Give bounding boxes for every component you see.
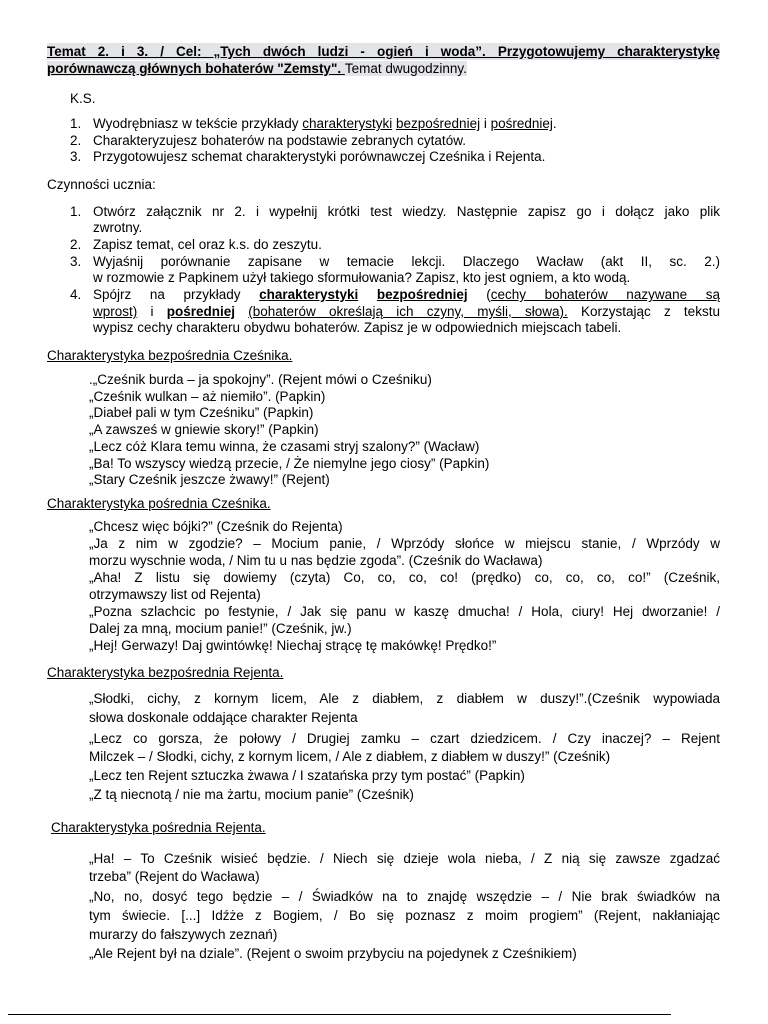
- quote-continued: Dalej za mną, mocium panie!” (Cześnik, jw.): [89, 621, 352, 636]
- section-heading-direct-rejent: Charakterystyka bezpośrednia Rejenta.: [47, 665, 284, 680]
- quote-continued: murarzy do fałszywych zeznań): [89, 927, 278, 942]
- section-heading-indirect-rejent: Charakterystyka pośrednia Rejenta.: [51, 820, 266, 835]
- list-number: 3.: [70, 254, 82, 269]
- quote: „Ba! To wszyscy wiedzą przecie, / Że niemylne jego ciosy” (Papkin): [89, 456, 490, 471]
- term-bezposredniej-bold: bezpośredniej: [376, 287, 468, 302]
- quote: „Z tą niecnotą / nie ma żartu, mocium panie” (Cześnik): [89, 787, 414, 802]
- activity-4-line-2: [93, 303, 720, 320]
- section-heading-indirect-czesnik: Charakterystyka pośrednia Cześnika.: [47, 496, 271, 511]
- ks-item-1: [93, 115, 557, 132]
- ks-item-text: Wyodrębniasz w tekście przykłady: [93, 116, 303, 131]
- quote: „Ja z nim w zgodzie? – Mocium panie, / Wprzódy słońce w miejscu stanie, / Wprzódy w: [89, 536, 720, 551]
- direct-definition-end: wprost): [93, 304, 138, 319]
- ks-label: K.S.: [70, 91, 96, 106]
- quote: „A zawsześ w gniewie skory!” (Papkin): [89, 422, 319, 437]
- term-charakterystyki-bold: charakterystyki: [259, 287, 359, 302]
- lesson-duration: Temat dwugodzinny.: [344, 61, 467, 76]
- term-bezposredniej: bezpośredniej: [396, 116, 481, 131]
- quote: „Słodki, cichy, z kornym licem, Ale z diabłem, z diabłem w duszy!”.(Cześnik wypowiada: [89, 691, 720, 706]
- conj-i: i: [150, 304, 154, 319]
- activity-text: Spójrz na przykłady: [93, 287, 260, 302]
- list-number: 2.: [70, 237, 82, 252]
- quote: .„Cześnik burda – ja spokojny”. (Rejent mówi o Cześniku): [89, 372, 432, 387]
- quote: „Aha! Z listu się dowiemy (czyta) Co, co, co, co! (prędko) co, co, co, co!” (Cześnik,: [89, 570, 720, 585]
- activity-1-line-2: zwrotny.: [93, 220, 143, 235]
- ks-item-text: i: [480, 116, 491, 131]
- quote-continued: otrzymawszy list od Rejenta): [89, 587, 261, 602]
- quote: „Stary Cześnik jeszcze żwawy!” (Rejent): [89, 472, 330, 487]
- activity-4-line-1: [93, 286, 720, 303]
- term-charakterystyki: charakterystyki: [302, 116, 393, 131]
- quote: „Cześnik wulkan – aż niemiło”. (Papkin): [89, 389, 326, 404]
- activity-4-line-3: wypisz cechy charakteru obydwu bohaterów. Zapisz je w odpowiednich miejscach tabeli.: [93, 320, 622, 335]
- quote: „Pozna szlachcic po festynie, / Jak się panu w kaszę dmucha! / Hola, ciury! Hej dworzanie! /: [89, 604, 720, 619]
- list-number: 3.: [70, 149, 82, 164]
- quote: „Lecz cóż Klara temu winna, że czasami stryj szalony?” (Wacław): [89, 439, 480, 454]
- indirect-definition: (bohaterów określają ich czyny, myśli, słowa).: [248, 304, 568, 319]
- quote-continued: Milczek – / Słodki, cichy, z kornym licem, / Ale z diabłem, z diabłem w duszy!” (Cześnik): [89, 749, 611, 764]
- quote: „Chcesz więc bójki?” (Cześnik do Rejenta): [89, 519, 343, 534]
- quote: „Lecz co gorsza, że połowy / Drugiej zamku – czart dziedzicem. / Czy inaczej? – Rejent: [89, 731, 720, 746]
- activity-3-line-1: Wyjaśnij porównanie zapisane w temacie lekcji. Dlaczego Wacław (akt II, sc. 2.): [93, 254, 720, 269]
- ks-item-3: Przygotowujesz schemat charakterystyki porównawczej Cześnika i Rejenta.: [93, 149, 546, 164]
- list-number: 1.: [70, 116, 82, 131]
- activities-label: Czynności ucznia:: [47, 177, 156, 192]
- activity-1-line-1: Otwórz załącznik nr 2. i wypełnij krótki test wiedzy. Następnie zapisz go i dołącz jako plik: [93, 204, 720, 219]
- term-posredniej: pośredniej: [490, 116, 553, 131]
- list-number: 1.: [70, 204, 82, 219]
- quote-continued: trzeba” (Rejent do Wacława): [89, 869, 260, 884]
- footer-rule: [8, 1014, 671, 1015]
- lesson-title-line-2: [47, 60, 467, 77]
- activity-text: Korzystając z tekstu: [580, 304, 720, 319]
- paren-open: (: [486, 287, 491, 302]
- list-number: 4.: [70, 287, 82, 302]
- quote: „Diabeł pali w tym Cześniku” (Papkin): [89, 405, 314, 420]
- quote: „No, no, dosyć tego będzie – / Świadków na to znajdę wszędzie – / Nie brak świadków na: [89, 889, 720, 904]
- lesson-title-line-1: Temat 2. i 3. / Cel: „Tych dwóch ludzi - ogień i woda”. Przygotowujemy charakterystykę: [47, 44, 720, 59]
- list-number: 2.: [70, 133, 82, 148]
- quote: „Ale Rejent był na dziale”. (Rejent o swoim przybyciu na pojedynek z Cześnikiem): [89, 946, 577, 961]
- lesson-title-bold: porównawczą głównych bohaterów "Zemsty".: [47, 61, 345, 76]
- quote: „Ha! – To Cześnik wisieć będzie. / Niech się dzieje wola nieba, / Z nią się zawsze zgadzać: [89, 851, 720, 866]
- ks-item-2: Charakteryzujesz bohaterów na podstawie zebranych cytatów.: [93, 133, 466, 148]
- quote-continued: słowa doskonale oddające charakter Rejenta: [89, 710, 358, 725]
- activity-3-line-2: w rozmowie z Papkinem użył takiego sformułowania? Zapisz, kto jest ogniem, a kto wodą.: [93, 270, 631, 285]
- direct-definition: cechy bohaterów nazywane są: [490, 287, 720, 302]
- quote-continued: tym świecie. [...] Idźże z Bogiem, / Bo się poznasz z moim progiem” (Rejent, nakłaniając: [89, 908, 720, 923]
- ks-item-text: .: [552, 116, 557, 131]
- section-heading-direct-czesnik: Charakterystyka bezpośrednia Cześnika.: [47, 348, 293, 363]
- activity-2: Zapisz temat, cel oraz k.s. do zeszytu.: [93, 237, 322, 252]
- quote-continued: morzu wyschnie woda, / Nim tu u nas będzie zgoda”. (Cześnik do Wacława): [89, 553, 543, 568]
- quote: „Hej! Gerwazy! Daj gwintówkę! Niechaj strącę tę makówkę! Prędko!”: [89, 638, 497, 653]
- term-posredniej-bold: pośredniej: [166, 304, 235, 319]
- quote: „Lecz ten Rejent sztuczka żwawa / I szatańska przy tym postać” (Papkin): [89, 768, 525, 783]
